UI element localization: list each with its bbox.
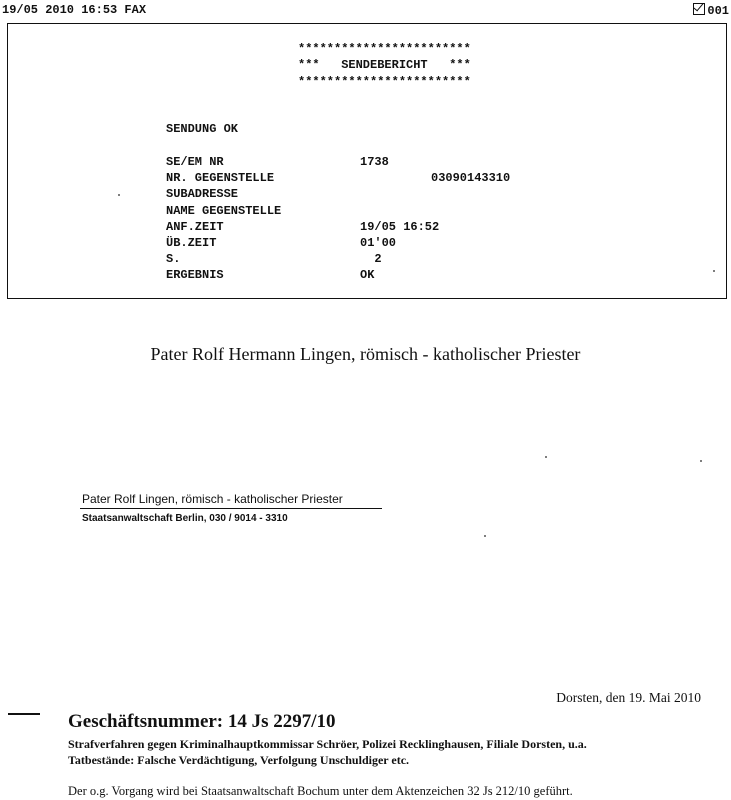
report-row-value: 1738: [360, 155, 389, 169]
report-row-label: NAME GEGENSTELLE: [166, 204, 282, 218]
report-row-value: 19/05 16:52: [360, 220, 440, 234]
report-title: *** SENDEBERICHT ***: [298, 58, 471, 72]
facts-line: Tatbestände: Falsche Verdächtigung, Verfolgung Unschuldiger etc.: [68, 753, 410, 767]
report-row-value: 03090143310: [431, 171, 511, 185]
recipient-line: Staatsanwaltschaft Berlin, 030 / 9014 - 3310: [82, 513, 288, 524]
report-status: SENDUNG OK: [166, 122, 239, 136]
scan-speck: [118, 194, 120, 196]
sender-line: Pater Rolf Lingen, römisch - katholischer Priester: [82, 492, 343, 506]
fax-header-timestamp: 19/05 2010 16:53 FAX: [2, 3, 147, 17]
report-row-label: SE/EM NR: [166, 155, 224, 169]
report-row-label: SUBADRESSE: [166, 187, 239, 201]
reference-number: Geschäftsnummer: 14 Js 2297/10: [68, 711, 336, 732]
report-row-label: ÜB.ZEIT: [166, 236, 217, 250]
note-line: Der o.g. Vorgang wird bei Staatsanwaltschaft Bochum unter dem Aktenzeichen 32 Js 212/10 geführt.: [68, 784, 573, 798]
sender-underline: [80, 508, 382, 509]
fax-page-number: [693, 3, 729, 18]
check-box-icon: [693, 3, 705, 15]
report-row-value: 01'00: [360, 236, 397, 250]
scan-speck: [713, 270, 715, 272]
scan-speck: [545, 456, 547, 458]
letter-title: Pater Rolf Hermann Lingen, römisch - katholischer Priester: [150, 344, 581, 364]
scan-speck: [700, 460, 702, 462]
report-stars-top: ************************: [298, 42, 471, 56]
scan-speck: [484, 535, 486, 537]
report-row-label: S.: [166, 252, 181, 266]
report-row-value: 2: [360, 252, 382, 266]
report-row-label: ANF.ZEIT: [166, 220, 224, 234]
case-description: Strafverfahren gegen Kriminalhauptkommissar Schröer, Polizei Recklinghausen, Filiale Dorsten, u.a.: [68, 737, 587, 751]
report-row-label: ERGEBNIS: [166, 268, 224, 282]
fax-page-number-text: 001: [707, 4, 729, 18]
report-row-value: OK: [360, 268, 375, 282]
fold-mark: [8, 713, 40, 715]
report-row-label: NR. GEGENSTELLE: [166, 171, 275, 185]
date-line: Dorsten, den 19. Mai 2010: [556, 690, 701, 705]
report-stars-bottom: ************************: [298, 75, 471, 89]
